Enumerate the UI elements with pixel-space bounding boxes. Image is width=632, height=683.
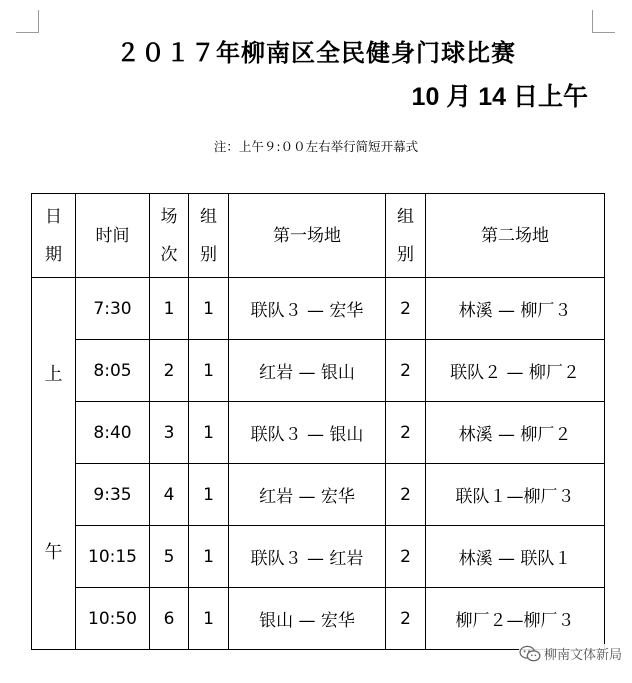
cell-group2: 2 (386, 526, 426, 588)
header-time: 时间 (76, 194, 150, 278)
header-date: 日 期 (32, 194, 76, 278)
cell-round: 1 (150, 278, 189, 340)
cell-venue1: 联队３ — 宏华 (229, 278, 386, 340)
page-corner-mark-top-left (16, 10, 39, 33)
cell-venue1: 联队３ — 银山 (229, 402, 386, 464)
page-corner-mark-top-right (592, 10, 615, 33)
cell-group1: 1 (189, 402, 229, 464)
cell-time: 8:40 (76, 402, 150, 464)
header-group-venue2: 组 别 (386, 194, 426, 278)
cell-time: 10:15 (76, 526, 150, 588)
cell-venue2: 联队１—柳厂３ (426, 464, 605, 526)
cell-group1: 1 (189, 464, 229, 526)
document-subtitle-date: 10 月 14 日上午 (411, 83, 588, 111)
cell-venue2: 柳厂２—柳厂３ (426, 588, 605, 650)
watermark-text: 柳南文体新局 (543, 648, 622, 663)
cell-venue2: 联队２ — 柳厂２ (426, 340, 605, 402)
header-venue1: 第一场地 (229, 194, 386, 278)
cell-group1: 1 (189, 526, 229, 588)
cell-group2: 2 (386, 464, 426, 526)
cell-group2: 2 (386, 340, 426, 402)
cell-venue1: 银山 — 宏华 (229, 588, 386, 650)
cell-group2: 2 (386, 588, 426, 650)
table-header-row (32, 194, 605, 278)
table-row (32, 402, 605, 464)
cell-venue2: 林溪 — 柳厂２ (426, 402, 605, 464)
cell-round: 4 (150, 464, 189, 526)
cell-round: 5 (150, 526, 189, 588)
cell-round: 6 (150, 588, 189, 650)
cell-group2: 2 (386, 402, 426, 464)
header-round: 场 次 (150, 194, 189, 278)
cell-group1: 1 (189, 278, 229, 340)
table-row (32, 278, 605, 340)
table-row (32, 588, 605, 650)
table-row (32, 464, 605, 526)
cell-time: 9:35 (76, 464, 150, 526)
period-cell-morning: 上 午 (32, 278, 76, 650)
cell-time: 10:50 (76, 588, 150, 650)
cell-round: 2 (150, 340, 189, 402)
cell-group1: 1 (189, 340, 229, 402)
cell-time: 7:30 (76, 278, 150, 340)
cell-round: 3 (150, 402, 189, 464)
cell-group2: 2 (386, 278, 426, 340)
document-title: ２０１７年柳南区全民健身门球比赛 (116, 38, 516, 67)
wechat-icon (519, 645, 541, 663)
match-schedule-table (31, 193, 605, 650)
cell-venue1: 红岩 — 宏华 (229, 464, 386, 526)
cell-group1: 1 (189, 588, 229, 650)
cell-time: 8:05 (76, 340, 150, 402)
cell-venue2: 林溪 — 联队１ (426, 526, 605, 588)
cell-venue2: 林溪 — 柳厂３ (426, 278, 605, 340)
header-venue2: 第二场地 (426, 194, 605, 278)
cell-venue1: 红岩 — 银山 (229, 340, 386, 402)
header-group-venue1: 组 别 (189, 194, 229, 278)
opening-ceremony-note: 注：上午９:００左右举行简短开幕式 (213, 139, 419, 154)
table-row (32, 340, 605, 402)
cell-venue1: 联队３ — 红岩 (229, 526, 386, 588)
table-row (32, 526, 605, 588)
wechat-watermark (519, 644, 622, 663)
